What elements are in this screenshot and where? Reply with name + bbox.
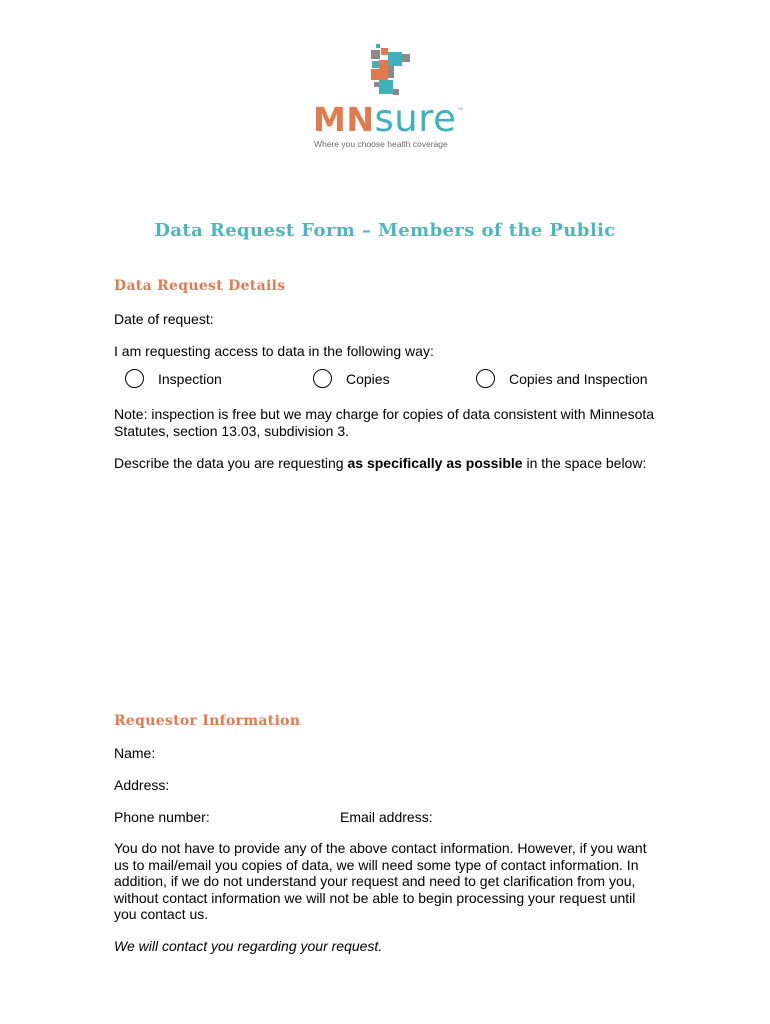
- radio-circle-icon[interactable]: [125, 369, 144, 388]
- mnsure-logo: [310, 40, 470, 150]
- date-of-request-label: Date of request:: [114, 311, 214, 327]
- radio-circle-icon[interactable]: [476, 369, 495, 388]
- radio-copies-and-inspection[interactable]: [476, 369, 648, 388]
- radio-inspection[interactable]: [125, 369, 222, 388]
- closing-statement: We will contact you regarding your request.: [114, 938, 383, 954]
- mnsure-squares-icon: [368, 40, 418, 98]
- address-label: Address:: [114, 777, 170, 793]
- data-description-area[interactable]: [114, 480, 659, 700]
- radio-copies-and-inspection-label: Copies and Inspection: [509, 370, 648, 387]
- radio-circle-icon[interactable]: [313, 369, 332, 388]
- data-request-details-heading: Data Request Details: [114, 278, 286, 294]
- requestor-information-heading: Requestor Information: [114, 713, 301, 729]
- contact-information-note: You do not have to provide any of the above contact information. However, if you want us to mail/email you copies of data, we will need some type of contact information. In addition, if we do not understand your request and need to get clarification from you, without contact information we will not be able to begin processing your request until you contact us.: [114, 840, 647, 923]
- radio-inspection-label: Inspection: [158, 370, 222, 387]
- trademark: TM: [457, 106, 463, 111]
- logo-tagline: Where you choose health coverage: [314, 139, 448, 149]
- radio-copies-label: Copies: [346, 370, 390, 387]
- mnsure-wordmark: MNsure: [313, 97, 457, 140]
- email-address-label: Email address:: [340, 809, 433, 825]
- access-way-label: I am requesting access to data in the following way:: [114, 343, 434, 359]
- fee-note: Note: inspection is free but we may charge for copies of data consistent with Minnesota Statutes, section 13.03, subdivision 3.: [114, 406, 655, 439]
- describe-data-instruction: Describe the data you are requesting as specifically as possible in the space below:: [114, 455, 647, 471]
- name-label: Name:: [114, 745, 156, 761]
- phone-number-label: Phone number:: [114, 809, 210, 825]
- page-title: Data Request Form – Members of the Public: [154, 220, 616, 241]
- radio-copies[interactable]: [313, 369, 390, 388]
